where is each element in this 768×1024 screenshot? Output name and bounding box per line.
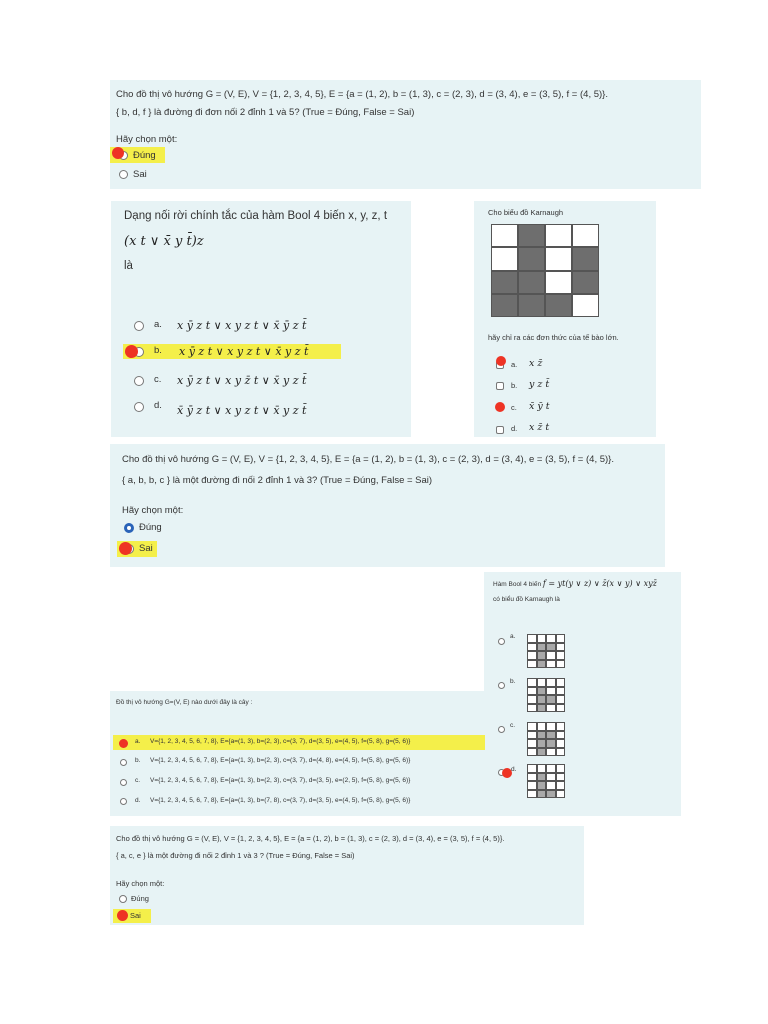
option-formula-d: x̄ ȳ z t ∨ x y z t ∨ x̄ y z t̄ [177, 404, 307, 417]
kmap-cell-empty [556, 687, 566, 696]
kmap-cell-filled [537, 660, 547, 669]
answer-mark-dot [496, 356, 506, 366]
option-letter-b: b. [135, 757, 141, 764]
kmap-cell-empty [527, 731, 537, 740]
kmap-cell-empty [527, 643, 537, 652]
question-title: Dạng nối rời chính tắc của hàm Bool 4 biến x, y, z, t [124, 210, 388, 222]
kmap-cell-empty [546, 678, 556, 687]
option-letter-d: d. [135, 797, 141, 804]
checkbox-option-d[interactable] [496, 426, 504, 434]
option-formula-a: x z̄ [529, 358, 543, 369]
kmap-cell-empty [527, 695, 537, 704]
kmap-cell-empty [527, 748, 537, 757]
option-label-dung: Đúng [131, 894, 149, 903]
kmap-cell-filled [545, 294, 572, 317]
kmap-cell-filled [572, 271, 599, 294]
option-label-dung: Đúng [139, 522, 162, 533]
option-letter-a: a. [511, 360, 518, 369]
kmap-cell-empty [546, 781, 556, 790]
kmap-cell-filled [572, 247, 599, 270]
option-text-d: V={1, 2, 3, 4, 5, 6, 7, 8}, E={a=(1, 3), b=(7, 8), c=(3, 7), d=(3, 5), e=(4, 5), f=(5, 8), g=(5, 6)} [150, 797, 411, 804]
option-formula-c: x ȳ z t ∨ x y z̄ t ∨ x̄ y z t̄ [177, 374, 307, 387]
answer-mark-dot [119, 739, 128, 748]
kmap-cell-empty [556, 790, 566, 799]
kmap-cell-filled [537, 695, 547, 704]
radio-dung[interactable] [119, 895, 127, 903]
option-letter-c: c. [154, 374, 162, 385]
question-card-4 [110, 444, 665, 567]
question-title [493, 579, 657, 588]
option-formula-a: x ȳ z t ∨ x y z t ∨ x̄ ȳ z t̄ [177, 319, 307, 332]
karnaugh-map-option-c [527, 722, 565, 756]
kmap-cell-empty [527, 704, 537, 713]
question-prompt: hãy chỉ ra các đơn thức của tế bào lớn. [488, 333, 619, 342]
radio-option-c[interactable] [134, 376, 144, 386]
kmap-cell-empty [491, 247, 518, 270]
kmap-cell-filled [537, 651, 547, 660]
kmap-cell-empty [546, 704, 556, 713]
radio-sai[interactable] [119, 170, 128, 179]
question-title: Đồ thị vô hướng G=(V, E) nào dưới đây là cây : [116, 699, 253, 706]
option-letter-c: c. [510, 722, 516, 729]
option-text-b: V={1, 2, 3, 4, 5, 6, 7, 8}, E={a=(1, 3), b=(2, 3), c=(3, 7), d=(4, 8), e=(4, 5), f=(5, 8), g=(5, 6)} [150, 757, 411, 764]
option-label-sai: Sai [130, 911, 141, 920]
kmap-cell-empty [546, 687, 556, 696]
radio-option-b[interactable] [120, 759, 127, 766]
option-letter-d: d. [511, 424, 518, 433]
question-card-3 [474, 201, 656, 437]
kmap-cell-filled [546, 739, 556, 748]
kmap-cell-empty [527, 739, 537, 748]
option-formula-c: x̄ ȳ t [529, 401, 550, 412]
kmap-cell-filled [537, 643, 547, 652]
option-formula-b: x ȳ z t ∨ x y z t ∨ x̄ y z t̄ [179, 345, 309, 358]
question-card-7 [110, 826, 584, 925]
kmap-cell-empty [527, 764, 537, 773]
option-label-sai: Sai [139, 543, 153, 554]
option-letter-b: b. [154, 345, 162, 356]
title-prefix: Hàm Bool 4 biến [493, 581, 542, 588]
karnaugh-map-option-b [527, 678, 565, 712]
question-text-line2: { a, c, e } là một đường đi nối 2 đỉnh 1 và 3 ? (True = Đúng, False = Sai) [116, 851, 355, 860]
kmap-cell-empty [527, 722, 537, 731]
option-letter-d: d. [511, 766, 517, 773]
karnaugh-map [491, 224, 599, 317]
kmap-cell-empty [545, 247, 572, 270]
kmap-cell-empty [556, 704, 566, 713]
kmap-cell-empty [546, 773, 556, 782]
radio-option-d[interactable] [134, 402, 144, 412]
question-card-2 [111, 201, 411, 437]
kmap-cell-filled [537, 748, 547, 757]
kmap-cell-empty [527, 790, 537, 799]
kmap-cell-empty [556, 643, 566, 652]
option-text-a: V={1, 2, 3, 4, 5, 6, 7, 8}, E={a=(1, 3), b=(2, 3), c=(3, 7), d=(3, 5), e=(4, 5), f=(5, 8), g=(5, 6)} [150, 738, 411, 745]
option-letter-d: d. [154, 400, 162, 411]
question-text-line2: { a, b, b, c } là một đường đi nối 2 đỉnh 1 và 3? (True = Đúng, False = Sai) [122, 475, 433, 486]
kmap-cell-filled [491, 271, 518, 294]
kmap-cell-empty [556, 764, 566, 773]
bool-formula: f = yt(y ∨ z) ∨ z̄(x ∨ y) ∨ xyz̄ [542, 579, 657, 588]
answer-mark-dot [495, 402, 505, 412]
kmap-cell-empty [527, 781, 537, 790]
option-letter-b: b. [510, 678, 516, 685]
choose-one-prompt: Hãy chọn một: [116, 879, 165, 888]
kmap-cell-filled [518, 271, 545, 294]
kmap-cell-empty [546, 660, 556, 669]
kmap-cell-filled [537, 739, 547, 748]
kmap-cell-empty [546, 764, 556, 773]
kmap-cell-empty [527, 651, 537, 660]
la-text: là [124, 260, 133, 272]
kmap-cell-empty [572, 294, 599, 317]
radio-option-b[interactable] [498, 682, 505, 689]
radio-option-a[interactable] [134, 321, 144, 331]
radio-dung-selected[interactable] [124, 523, 134, 533]
kmap-cell-empty [527, 678, 537, 687]
kmap-cell-empty [537, 764, 547, 773]
kmap-cell-empty [546, 748, 556, 757]
kmap-cell-empty [537, 722, 547, 731]
radio-option-c[interactable] [120, 779, 127, 786]
question-card-6 [110, 691, 484, 816]
kmap-cell-empty [556, 634, 566, 643]
kmap-cell-empty [556, 660, 566, 669]
option-label-sai: Sai [133, 169, 147, 180]
kmap-cell-empty [556, 773, 566, 782]
kmap-cell-filled [537, 704, 547, 713]
kmap-cell-filled [537, 687, 547, 696]
option-formula-b: y z t̄ [529, 379, 550, 390]
option-formula-d: x z̄ t [529, 422, 550, 433]
kmap-cell-filled [546, 643, 556, 652]
kmap-cell-empty [556, 748, 566, 757]
bool-expression: (x t ∨ x̄ y t̄)z [124, 234, 204, 249]
choose-one-prompt: Hãy chọn một: [122, 505, 184, 516]
radio-option-c[interactable] [498, 726, 505, 733]
option-letter-a: a. [135, 738, 141, 745]
question-card-1 [110, 80, 701, 189]
kmap-cell-empty [556, 678, 566, 687]
kmap-cell-empty [527, 687, 537, 696]
option-letter-c: c. [135, 777, 141, 784]
kmap-cell-empty [556, 722, 566, 731]
kmap-cell-filled [546, 790, 556, 799]
question-text-line1: Cho đồ thị vô hướng G = (V, E), V = {1, 2, 3, 4, 5}, E = {a = (1, 2), b = (1, 3), c = (2, 3), d = (3, 4), e = (3, 5), f = (4, 5)}. [116, 89, 608, 100]
kmap-cell-empty [491, 224, 518, 247]
question-text-line1: Cho đồ thị vô hướng G = (V, E), V = {1, 2, 3, 4, 5}, E = {a = (1, 2), b = (1, 3), c = (2, 3), d = (3, 4), e = (3, 5), f = (4, 5)}. [122, 454, 614, 465]
checkbox-option-b[interactable] [496, 382, 504, 390]
question-subtitle: có biểu đồ Karnaugh là [493, 596, 560, 603]
kmap-cell-empty [556, 651, 566, 660]
kmap-cell-empty [537, 634, 547, 643]
answer-mark-dot [125, 345, 138, 358]
kmap-cell-empty [546, 722, 556, 731]
question-text-line1: Cho đồ thị vô hướng G = (V, E), V = {1, 2, 3, 4, 5}, E = {a = (1, 2), b = (1, 3), c = (2, 3), d = (3, 4), e = (3, 5), f = (4, 5)}. [116, 834, 505, 843]
kmap-cell-empty [556, 781, 566, 790]
option-label-dung: Đúng [133, 150, 156, 161]
kmap-cell-empty [527, 634, 537, 643]
kmap-cell-empty [556, 731, 566, 740]
kmap-cell-filled [546, 695, 556, 704]
karnaugh-map-option-d [527, 764, 565, 798]
kmap-cell-filled [518, 247, 545, 270]
kmap-cell-empty [546, 651, 556, 660]
kmap-cell-empty [527, 773, 537, 782]
kmap-cell-empty [556, 695, 566, 704]
kmap-cell-empty [546, 634, 556, 643]
kmap-cell-empty [537, 678, 547, 687]
answer-mark-dot [117, 910, 128, 921]
kmap-cell-empty [545, 224, 572, 247]
karnaugh-map-option-a [527, 634, 565, 668]
option-letter-a: a. [154, 319, 162, 330]
kmap-cell-filled [537, 781, 547, 790]
option-letter-b: b. [511, 381, 518, 390]
answer-mark-dot [112, 147, 124, 159]
radio-option-a[interactable] [498, 638, 505, 645]
kmap-cell-filled [491, 294, 518, 317]
kmap-cell-filled [537, 790, 547, 799]
kmap-cell-filled [546, 731, 556, 740]
kmap-cell-filled [537, 773, 547, 782]
option-letter-a: a. [510, 633, 516, 640]
answer-mark-dot [119, 542, 132, 555]
kmap-cell-empty [527, 660, 537, 669]
question-card-5 [484, 572, 681, 816]
question-title: Cho biểu đồ Karnaugh [488, 208, 564, 217]
kmap-cell-filled [518, 294, 545, 317]
kmap-cell-empty [572, 224, 599, 247]
option-letter-c: c. [511, 403, 517, 412]
choose-one-prompt: Hãy chọn một: [116, 134, 178, 145]
kmap-cell-filled [537, 731, 547, 740]
option-text-c: V={1, 2, 3, 4, 5, 6, 7, 8}, E={a=(1, 3), b=(2, 3), c=(3, 7), d=(3, 5), e=(2, 5), f=(5, 8), g=(5, 6)} [150, 777, 411, 784]
radio-option-d[interactable] [120, 798, 127, 805]
kmap-cell-empty [545, 271, 572, 294]
question-text-line2: { b, d, f } là đường đi đơn nối 2 đỉnh 1 và 5? (True = Đúng, False = Sai) [116, 107, 415, 118]
kmap-cell-filled [518, 224, 545, 247]
kmap-cell-empty [556, 739, 566, 748]
